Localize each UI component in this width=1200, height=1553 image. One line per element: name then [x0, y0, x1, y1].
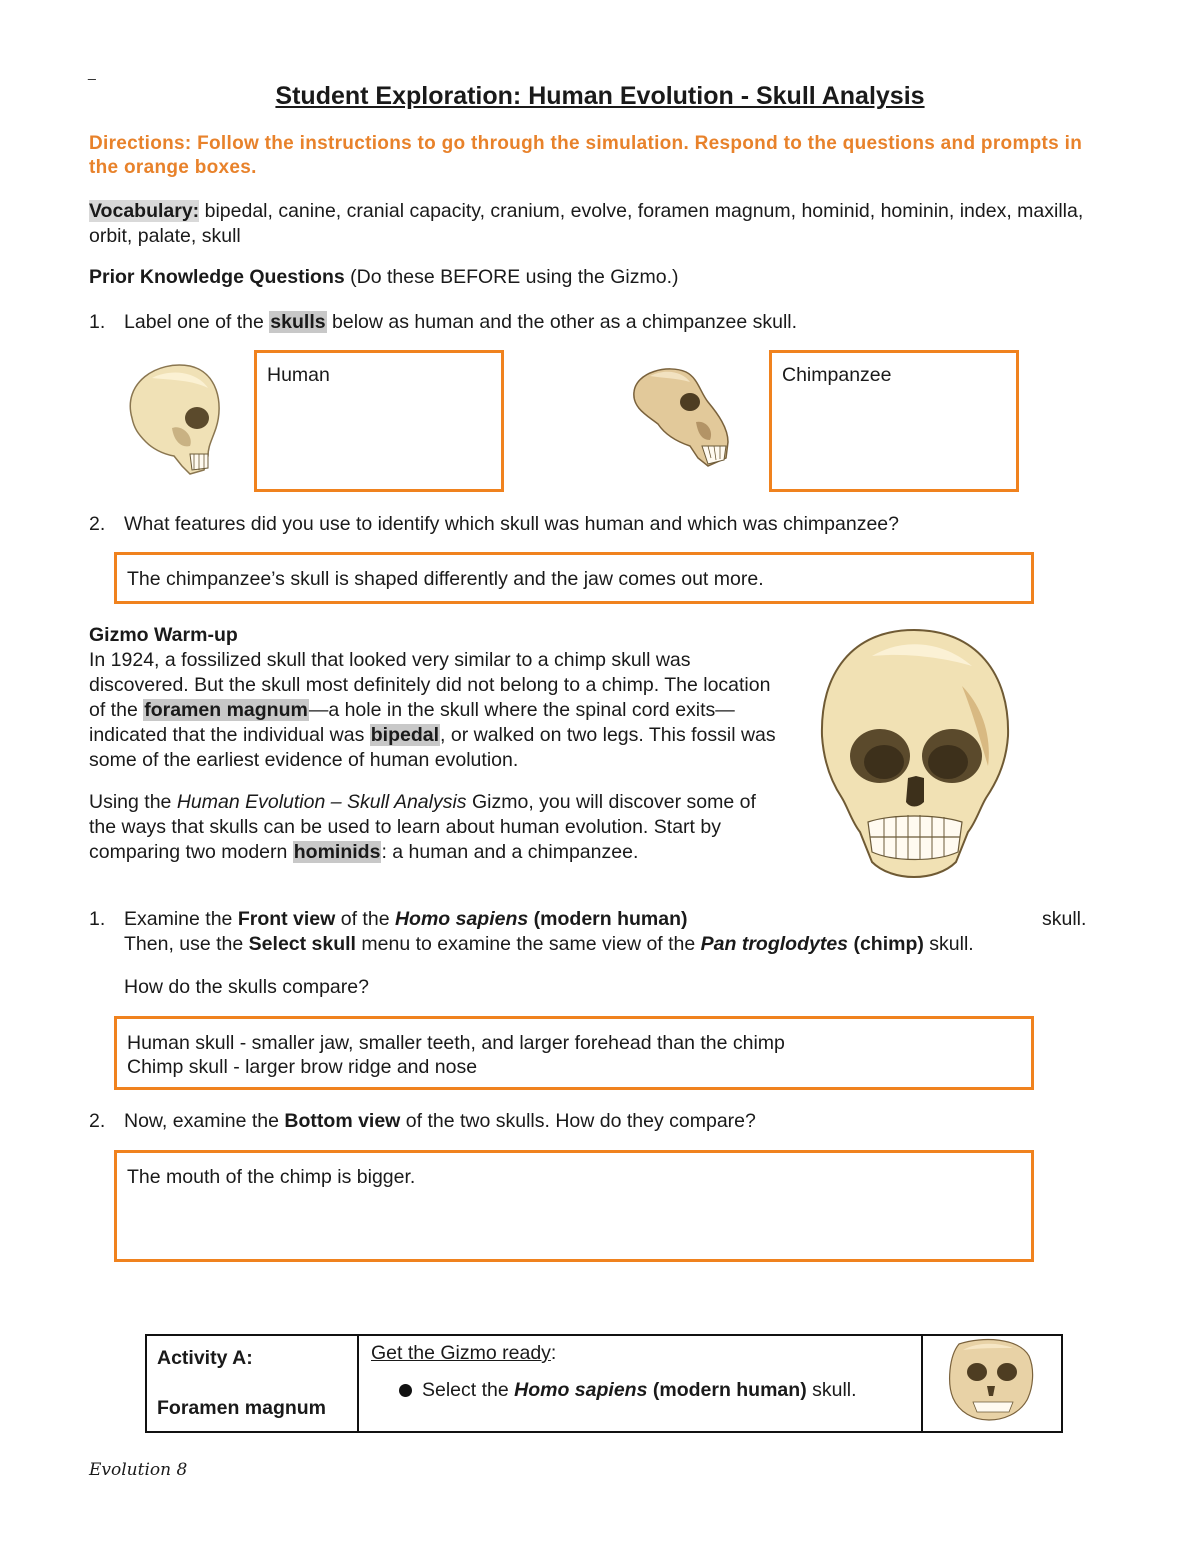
- warmup-p2-gizmo-name: Human Evolution – Skull Analysis: [176, 791, 467, 813]
- pk-q1-text-a: Label one of the: [124, 311, 270, 333]
- warmup-paragraph-2: [89, 790, 759, 865]
- activity-step-d: skull.: [806, 1379, 857, 1401]
- warmup-q2-a: Now, examine the: [124, 1110, 285, 1132]
- warmup-p1-a: In 1924, a fossilized skull that looked very similar to a chimp skull was discovered. But the skull most definitely did not belong to a chimp. The location of the: [89, 649, 771, 721]
- answer-warmup-q1-line1: Human skull - smaller jaw, smaller teeth, and larger forehead than the chimp: [127, 1032, 785, 1054]
- activity-step: [371, 1379, 909, 1402]
- activity-ready-heading: Get the Gizmo ready: [371, 1342, 551, 1364]
- activity-ready-colon: :: [550, 1342, 557, 1364]
- footer-text: Evolution 8: [89, 1460, 188, 1480]
- pk-q1-number: 1.: [89, 311, 106, 333]
- warmup-q1-number: 1.: [89, 908, 106, 930]
- warmup-q1-pan-troglodytes: Pan troglodytes: [700, 933, 849, 955]
- warmup-p2-b: Gizmo, you will discover some of the ways that skulls can be used to learn about human evolution. Start by comparing two modern: [89, 791, 756, 863]
- prior-knowledge-title: Prior Knowledge Questions: [89, 266, 345, 288]
- directions-text: Directions: Follow the instructions to go through the simulation. Respond to the questions and prompts in the orange boxes.: [89, 133, 1083, 178]
- warmup-q1-skull-word: skull.: [1042, 908, 1087, 930]
- prior-knowledge-note: (Do these BEFORE using the Gizmo.): [344, 266, 679, 288]
- activity-topic: Foramen magnum: [157, 1397, 327, 1419]
- warmup-p2-a: Using the: [89, 791, 177, 813]
- warmup-q1-line2: [124, 933, 974, 956]
- warmup-highlight-foramen: foramen magnum: [144, 699, 308, 721]
- activity-instructions-cell: [358, 1335, 922, 1432]
- warmup-highlight-hominids: hominids: [293, 841, 381, 863]
- warmup-q1-chimp: (chimp): [848, 933, 924, 955]
- activity-label: Activity A:: [157, 1347, 253, 1369]
- answer-box-pk-q2[interactable]: [114, 552, 1034, 604]
- human-skull-side-icon: [112, 358, 227, 480]
- warmup-q2-bottom-view: Bottom view: [284, 1110, 401, 1132]
- warmup-q1-line1: [124, 908, 688, 931]
- activity-step-a: Select the: [422, 1379, 515, 1401]
- answer-warmup-q1-line2: Chimp skull - larger brow ridge and nose: [127, 1056, 478, 1078]
- vocabulary-terms: bipedal, canine, cranial capacity, cranium, evolve, foramen magnum, hominid, hominin, index, maxilla, orbit, palate, skull: [89, 200, 1084, 247]
- pk-q2-number: 2.: [89, 513, 106, 535]
- warmup-highlight-bipedal: bipedal: [370, 724, 440, 746]
- answer-chimpanzee-text: Chimpanzee: [782, 364, 892, 386]
- header-dash: _: [88, 64, 96, 80]
- pk-q1-text-b: below as human and the other as a chimpanzee skull.: [326, 311, 798, 333]
- warmup-q1-homo-sapiens: Homo sapiens: [394, 908, 529, 930]
- activity-image-cell: [922, 1335, 1062, 1432]
- warmup-p1-b: —a hole in the skull where the spinal cord exits—indicated that the individual was: [89, 699, 735, 746]
- vocabulary-label: Vocabulary:: [89, 200, 200, 222]
- warmup-q1-l1-c: of the: [335, 908, 395, 930]
- warmup-q2-text: [124, 1110, 756, 1133]
- answer-box-warmup-q2[interactable]: [114, 1150, 1034, 1262]
- answer-box-chimpanzee[interactable]: [769, 350, 1019, 492]
- warmup-q1-select-skull: Select skull: [248, 933, 356, 955]
- chimp-skull-side-icon: [628, 362, 733, 472]
- warmup-q1-modern-human: (modern human): [528, 908, 688, 930]
- warmup-q1-l2-f: skull.: [923, 933, 974, 955]
- answer-box-warmup-q1[interactable]: [114, 1016, 1034, 1090]
- warmup-p1-c: , or walked on two legs. This fossil was some of the earliest evidence of human evolution.: [89, 724, 776, 771]
- activity-step-homo: Homo sapiens: [514, 1379, 648, 1401]
- answer-warmup-q1: [117, 1019, 1031, 1089]
- pk-q1-highlight: skulls: [270, 311, 326, 333]
- skull-thumbnail-icon: [923, 1336, 1061, 1422]
- activity-label-cell: [146, 1335, 358, 1432]
- answer-human-text: Human: [267, 364, 330, 386]
- warmup-q1-front-view: Front view: [237, 908, 336, 930]
- warmup-q2-number: 2.: [89, 1110, 106, 1132]
- warmup-heading: Gizmo Warm-up: [89, 624, 238, 646]
- answer-warmup-q2: The mouth of the chimp is bigger.: [127, 1166, 416, 1188]
- pk-q1-text: [124, 311, 797, 334]
- warmup-q1-prompt: How do the skulls compare?: [124, 976, 369, 998]
- pk-q2-text: What features did you use to identify which skull was human and which was chimpanzee?: [124, 513, 899, 535]
- warmup-q2-c: of the two skulls. How do they compare?: [400, 1110, 756, 1132]
- bullet-icon: [399, 1384, 412, 1397]
- warmup-paragraph-1: [89, 648, 779, 773]
- activity-step-modern: (modern human): [647, 1379, 807, 1401]
- prior-knowledge-heading: [89, 266, 679, 289]
- warmup-p2-c: : a human and a chimpanzee.: [381, 841, 639, 863]
- warmup-q1-l2-c: menu to examine the same view of the: [355, 933, 701, 955]
- warmup-q1-l1-a: Examine the: [124, 908, 238, 930]
- page-title: Student Exploration: Human Evolution - Skull Analysis: [275, 82, 925, 110]
- vocabulary: [89, 199, 1129, 249]
- answer-box-human[interactable]: [254, 350, 504, 492]
- answer-pk-q2-text: The chimpanzee’s skull is shaped differently and the jaw comes out more.: [127, 568, 764, 590]
- activity-table: [145, 1334, 1063, 1433]
- human-skull-front-icon: [812, 626, 1017, 892]
- warmup-q1-l2-a: Then, use the: [124, 933, 249, 955]
